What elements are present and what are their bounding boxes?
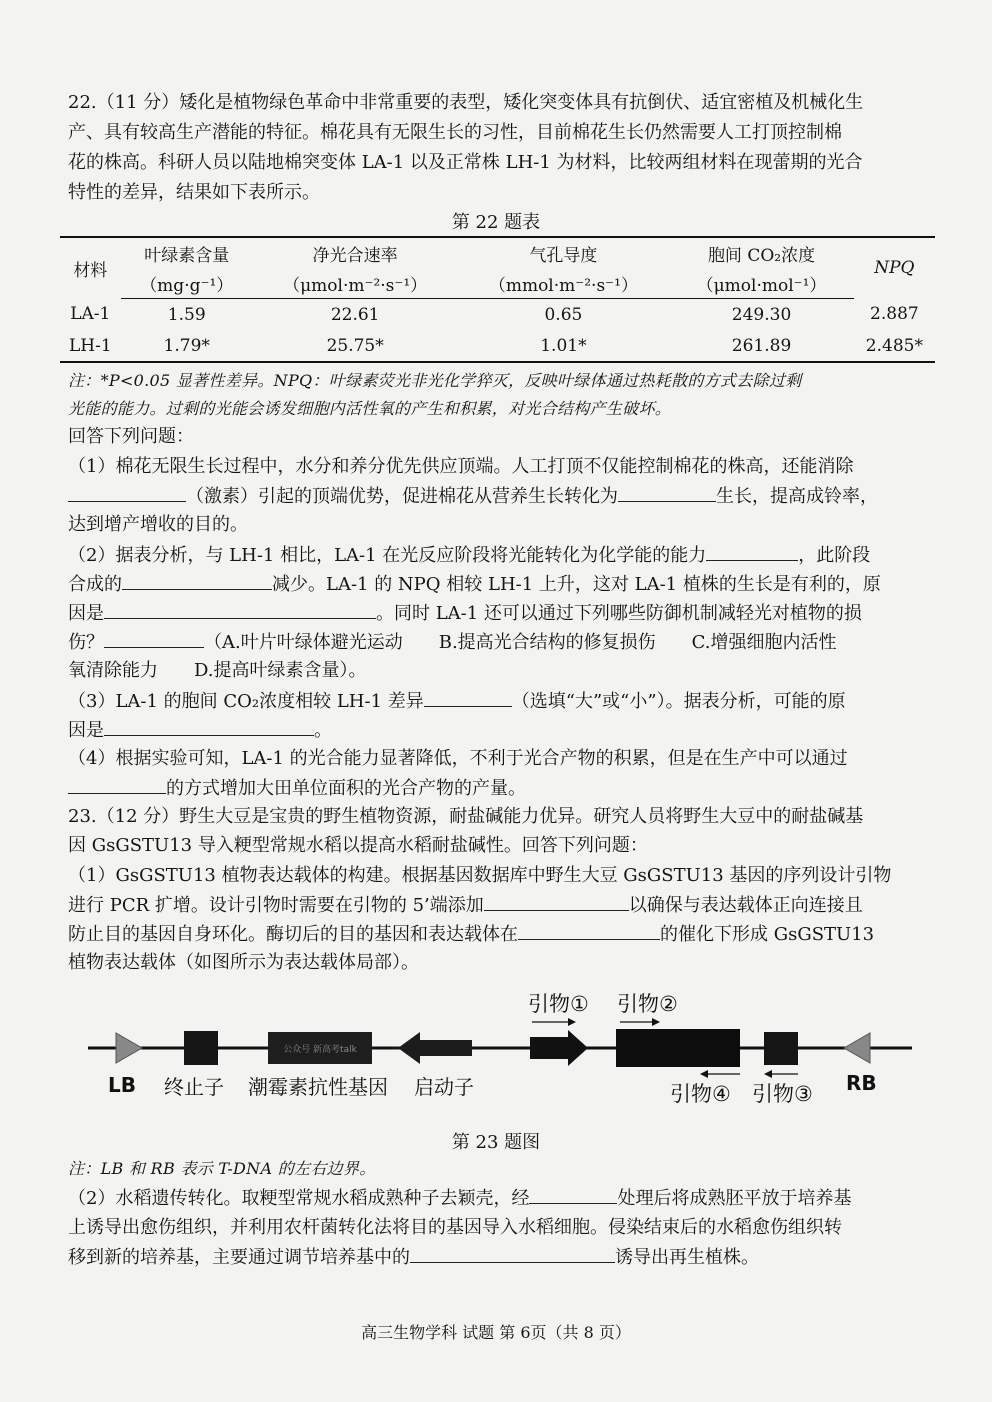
unit-stomatal-conductance: （mmol·m⁻²·s⁻¹） [457,268,669,299]
q22-s2-line-1: （2）据表分析，与 LH-1 相比，LA-1 在光反应阶段将光能转化为化学能的能力 ，此阶段 [68,540,930,571]
q23-s1-line-2: 进行 PCR 扩增。设计引物时需要在引物的 5’端添加 以确保与表达载体正向连接且 [68,890,930,921]
cell: 22.61 [330,304,380,325]
answer-blank[interactable] [68,773,166,794]
q22-s3-line-2: 因是 。 [68,715,930,746]
q23-s1-line-4: 植物表达载体（如图所示为表达载体局部）。 [68,952,419,973]
table-note-line-2: 光能的能力。过剩的光能会诱发细胞内活性氧的产生和积累，对光合结构产生破坏。 [68,399,672,418]
q23-s2-line-1: （2）水稻遗传转化。取粳型常规水稻成熟种子去颖壳，经 处理后将成熟胚平放于培养基 [68,1183,930,1214]
answer-prompt: 回答下列问题： [68,426,194,447]
promoter-arrow [398,1032,472,1064]
cell: 25.75* [253,330,458,362]
cell: 249.30 [731,304,792,325]
header-chlorophyll: 叶绿素含量 [121,237,253,268]
answer-blank[interactable] [618,481,716,502]
primer-2-label: 引物② [617,992,678,1016]
promoter-arrow-forward [530,1030,588,1066]
q22-intro-line-4: 特性的差异，结果如下表所示。 [68,182,320,203]
q23-s1-line-3: 防止目的基因自身环化。酶切后的目的基因和表达载体在 的催化下形成 GsGSTU13 [68,919,930,950]
expression-vector-diagram [80,985,920,1115]
unit-intercellular-co2: （μmol·mol⁻¹） [669,268,853,299]
q23-s1-line-1: （1）GsGSTU13 植物表达载体的构建。根据基因数据库中野生大豆 GsGSTU13 基因的序列设计引物 [68,865,892,886]
cell: LH-1 [60,330,121,362]
cell: 0.65 [544,304,583,325]
q23-s2-line-3: 移到新的培养基，主要通过调节培养基中的 诱导出再生植株。 [68,1242,930,1273]
header-material: 材料 [60,237,121,299]
cell: 2.485* [854,330,935,362]
q22-s1-line-3: 达到增产增收的目的。 [68,514,248,535]
table-row [60,299,935,331]
lb-border-marker [116,1033,142,1063]
answer-blank[interactable] [104,598,376,619]
lb-label: LB [108,1073,136,1097]
q22-s1-line-2: （激素）引起的顶端优势，促进棉花从营养生长转化为 生长，提高成铃率， [68,481,930,512]
answer-blank[interactable] [410,1242,615,1263]
header-intercellular-co2: 胞间 CO₂浓度 [669,237,853,268]
hygromycin-label: 潮霉素抗性基因 [248,1075,388,1099]
q22-s2-line-4: 伤？ （A.叶片叶绿体避光运动 B.提高光合结构的修复损伤 C.增强细胞内活性 [68,627,930,658]
header-npq: NPQ [854,237,935,299]
q22-s4-line-1: （4）根据实验可知，LA-1 的光合能力显著降低，不利于光合产物的积累，但是在生产中可以通过 [68,748,848,769]
answer-blank[interactable] [122,569,272,590]
table-note-line-1: 注：*P<0.05 显著性差异。NPQ：叶绿素荧光非光化学猝灭，反映叶绿体通过热耗散的方式去除过剩 [68,371,802,390]
primer-1-arrowhead [568,1018,576,1026]
rb-label: RB [846,1071,877,1095]
q22-s2-line-5: 氧清除能力 D.提高叶绿素含量）。 [68,660,367,681]
cell: 261.89 [669,330,853,362]
target-gene-box [616,1029,740,1067]
header-stomatal-conductance: 气孔导度 [457,237,669,268]
primer-3-label: 引物③ [752,1082,813,1106]
answer-blank[interactable] [529,1183,617,1204]
answer-blank[interactable] [104,627,204,648]
table-row [60,330,935,362]
q22-s2-line-3: 因是 。同时 LA-1 还可以通过下列哪些防御机制减轻光对植物的损 [68,598,930,629]
answer-blank[interactable] [706,540,798,561]
cell: 1.79* [121,330,253,362]
answer-blank[interactable] [104,715,314,736]
rb-border-marker [844,1033,870,1063]
answer-blank[interactable] [484,890,629,911]
table-caption: 第 22 题表 [451,212,541,233]
terminator-label: 终止子 [164,1075,224,1099]
primer-3-arrowhead [764,1070,772,1078]
figure-note: 注：LB 和 RB 表示 T-DNA 的左右边界。 [68,1159,376,1178]
terminator-box-2 [764,1032,798,1065]
q23-intro-line-1: 23.（12 分）野生大豆是宝贵的野生植物资源，耐盐碱能力优异。研究人员将野生大豆中的耐盐碱基 [68,806,864,827]
q22-intro-line-2: 产、具有较高生产潜能的特征。棉花具有无限生长的习性，目前棉花生长仍然需要人工打顶控制棉 [68,122,842,143]
unit-chlorophyll: （mg·g⁻¹） [121,268,253,299]
primer-2-arrowhead [652,1018,660,1026]
q22-s3-line-1: （3）LA-1 的胞间 CO₂浓度相较 LH-1 差异 （选填“大”或“小”）。据表分析，可能的原 [68,686,930,717]
primer-4-arrowhead [700,1070,708,1078]
q23-intro-line-2: 因 GsGSTU13 导入粳型常规水稻以提高水稻耐盐碱性。回答下列问题： [68,835,648,856]
primer-4-label: 引物④ [670,1082,731,1106]
answer-blank[interactable] [424,686,512,707]
q22-s2-line-2: 合成的 减少。LA-1 的 NPQ 相较 LH-1 上升，这对 LA-1 植株的生长是有利的，原 [68,569,930,600]
unit-net-photosynthesis: （μmol·m⁻²·s⁻¹） [253,268,458,299]
answer-blank[interactable] [68,481,186,502]
primer-1-label: 引物① [528,992,589,1016]
cell: 1.59 [167,304,206,325]
cell: 2.887 [870,304,919,325]
watermark-text: 公众号 新高考talk [283,1045,357,1055]
q22-s1-line-1: （1）棉花无限生长过程中，水分和养分优先供应顶端。人工打顶不仅能控制棉花的株高，还能消除 [68,456,854,477]
cell: LA-1 [70,304,111,325]
q22-s4-line-2: 的方式增加大田单位面积的光合产物的产量。 [68,773,930,804]
terminator-box [184,1031,218,1065]
q22-intro-line-3: 花的株高。科研人员以陆地棉突变体 LA-1 以及正常株 LH-1 为材料，比较两组材料在现蕾期的光合 [68,152,863,173]
header-net-photosynthesis: 净光合速率 [253,237,458,268]
results-table [60,236,935,363]
q22-intro-line-1: 22.（11 分）矮化是植物绿色革命中非常重要的表型，矮化突变体具有抗倒伏、适宜密植及机械化生 [68,92,864,113]
promoter-label: 启动子 [414,1075,474,1099]
page-footer: 高三生物学科 试题 第 6页（共 8 页） [361,1323,631,1342]
answer-blank[interactable] [518,919,660,940]
q23-s2-line-2: 上诱导出愈伤组织，并利用农杆菌转化法将目的基因导入水稻细胞。侵染结束后的水稻愈伤组织转 [68,1217,842,1238]
cell: 1.01* [457,330,669,362]
figure-caption: 第 23 题图 [451,1132,541,1153]
